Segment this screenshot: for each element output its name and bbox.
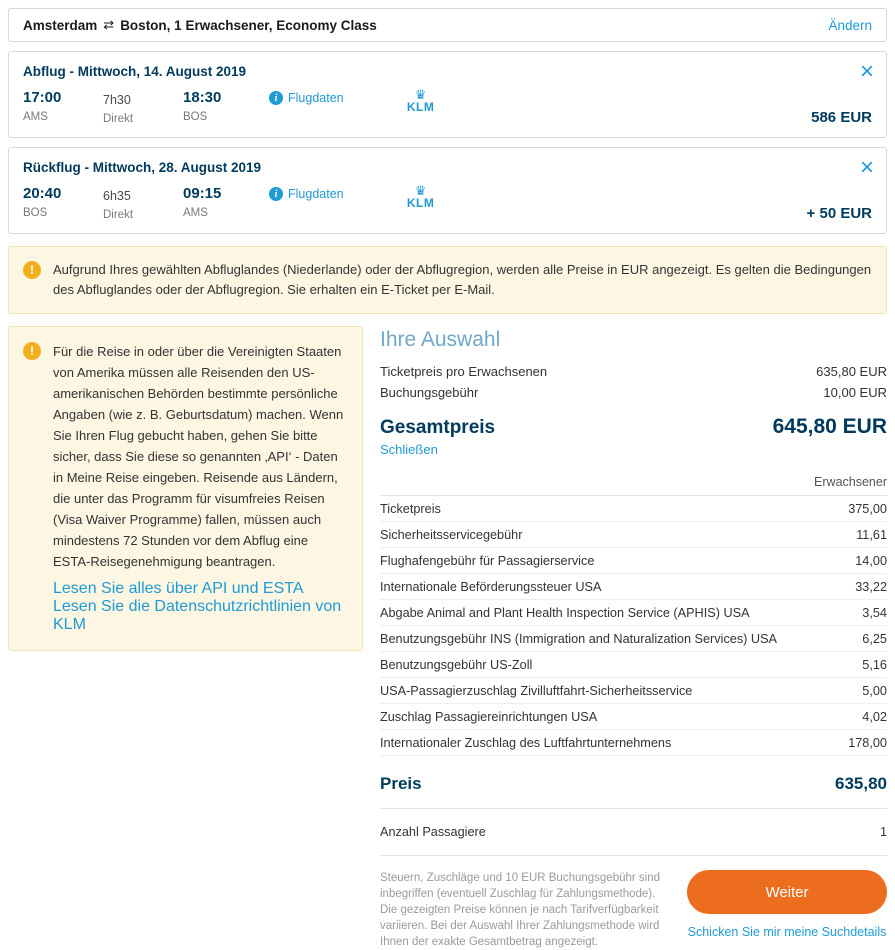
selection-panel xyxy=(363,326,887,950)
fee-row xyxy=(380,548,887,574)
outbound-flight-data-label: Flugdaten xyxy=(288,91,344,105)
outbound-title: Abflug - Mittwoch, 14. August 2019 xyxy=(23,64,247,79)
booking-fee-label: Buchungsgebühr xyxy=(380,385,479,400)
fee-label: Benutzungsgebühr INS (Immigration and Naturalization Services) USA xyxy=(380,632,778,646)
fee-amount: 11,61 xyxy=(856,528,887,542)
ticket-price-label: Ticketpreis pro Erwachsenen xyxy=(380,364,548,379)
api-notice-body xyxy=(53,341,348,634)
fee-label: Ticketpreis xyxy=(380,502,441,516)
outbound-duration-value: 7h30 xyxy=(103,93,131,107)
inbound-stops: Direkt xyxy=(103,209,134,221)
passenger-count-value: 1 xyxy=(879,825,887,839)
inbound-flight-data-link[interactable] xyxy=(269,185,344,201)
fee-amount: 5,00 xyxy=(862,684,887,698)
inbound-duration xyxy=(103,185,183,223)
currency-notice-text: Aufgrund Ihres gewählten Abfluglandes (Niederlande) oder der Abflugregion, werden alle Preise in EUR angezeigt. Es gelten die Bedingungen des Abfluglandes oder der Abflugregion. Sie erhalten ein E-Ticket per E-Mail. xyxy=(53,262,872,297)
klm-privacy-link[interactable]: Lesen Sie die Datenschutzrichtlinien von KLM xyxy=(53,598,342,633)
price-label: Preis xyxy=(380,774,422,793)
destination-details-label: Boston, 1 Erwachsener, Economy Class xyxy=(120,17,377,33)
crown-icon: ♛ xyxy=(414,183,427,198)
fee-label: USA-Passagierzuschlag Zivilluftfahrt-Sicherheitsservice xyxy=(380,684,693,698)
outbound-arrival-airport: BOS xyxy=(183,111,208,123)
ticket-price-value: 635,80 EUR xyxy=(816,364,887,379)
fee-label: Abgabe Animal and Plant Health Inspection Service (APHIS) USA xyxy=(380,606,750,620)
inbound-row xyxy=(23,185,872,223)
fee-row xyxy=(380,496,887,522)
summary-line xyxy=(380,382,887,403)
fee-amount: 3,54 xyxy=(862,606,887,620)
fee-row xyxy=(380,704,887,730)
fee-label: Zuschlag Passagiereinrichtungen USA xyxy=(380,710,598,724)
price-disclaimer: Steuern, Zuschläge und 10 EUR Buchungsgebühr sind inbegriffen (eventuell Zuschlag für Zahlungsmethode). Die gezeigten Preise können je nach Tarifverfügbarkeit variieren. Bei der Auswahl Ihrer Zahlungsmethode wird Ihnen der exakte Gesamtbetrag angezeigt. xyxy=(380,872,661,948)
currency-notice xyxy=(8,246,887,314)
inbound-arrival-time: 09:15 xyxy=(183,185,222,202)
total-price-label: Gesamtpreis xyxy=(380,417,496,438)
fee-label: Internationaler Zuschlag des Luftfahrtunternehmens xyxy=(380,736,672,750)
fee-amount: 4,02 xyxy=(862,710,887,724)
fee-amount: 6,25 xyxy=(862,632,887,646)
selection-title: Ihre Auswahl xyxy=(380,328,501,351)
warning-icon: ! xyxy=(23,261,41,279)
inbound-departure xyxy=(23,185,103,221)
cta-column xyxy=(687,870,887,950)
change-search-link[interactable]: Ändern xyxy=(828,17,872,33)
fee-row xyxy=(380,652,887,678)
crown-icon: ♛ xyxy=(414,87,427,102)
outbound-flight-card xyxy=(8,51,887,138)
fee-label: Flughafengebühr für Passagierservice xyxy=(380,554,595,568)
info-icon: i xyxy=(269,91,283,105)
fee-row xyxy=(380,678,887,704)
inbound-flight-card xyxy=(8,147,887,234)
content-columns xyxy=(8,326,887,950)
search-summary-text xyxy=(23,17,377,33)
info-icon: i xyxy=(269,187,283,201)
outbound-airline-logo xyxy=(398,89,444,114)
outbound-departure-time: 17:00 xyxy=(23,89,62,106)
price-subtotal-row xyxy=(380,774,887,809)
fee-row xyxy=(380,522,887,548)
origin-label: Amsterdam xyxy=(23,17,98,33)
inbound-duration-value: 6h35 xyxy=(103,189,131,203)
send-search-details-link[interactable]: Schicken Sie mir meine Suchdetails xyxy=(687,925,887,939)
api-notice-text: Für die Reise in oder über die Vereinigten Staaten von Amerika müssen alle Reisenden den US-amerikanischen Behörden bestimmte persönliche Angaben (wie z. B. Geburtsdatum) machen. Wenn Sie Ihren Flug gebucht haben, gehen Sie bitte sicher, dass Sie diese so genannten ‚API‘ - Daten in Meine Reise eingeben. Reisende aus Ländern, die unter das Programm für visumfreies Reisen (Visa Waiver Programme) fallen, müssen auch mindestens 72 Stunden vor dem Abflug eine ESTA-Reisegenehmigung beantragen. xyxy=(53,344,344,569)
collapse-details-link[interactable]: Schließen xyxy=(380,442,438,457)
total-price-row xyxy=(380,415,887,439)
selection-footer xyxy=(380,870,887,950)
fee-label: Sicherheitsservicegebühr xyxy=(380,528,523,542)
inbound-arrival-airport: AMS xyxy=(183,207,208,219)
inbound-airline-name: KLM xyxy=(406,196,435,210)
outbound-arrival-time: 18:30 xyxy=(183,89,222,106)
remove-inbound-icon[interactable]: × xyxy=(859,154,874,181)
price-value: 635,80 xyxy=(835,774,887,793)
inbound-title: Rückflug - Mittwoch, 28. August 2019 xyxy=(23,160,262,175)
outbound-price: 586 EUR xyxy=(811,109,872,126)
outbound-duration xyxy=(103,89,183,127)
outbound-flight-data-link[interactable] xyxy=(269,89,344,105)
total-price-value: 645,80 EUR xyxy=(772,415,887,438)
fee-row xyxy=(380,600,887,626)
fee-amount: 375,00 xyxy=(848,502,887,516)
fee-amount: 33,22 xyxy=(855,580,887,594)
summary-line xyxy=(380,361,887,382)
outbound-stops: Direkt xyxy=(103,113,134,125)
swap-icon: ⇄ xyxy=(103,17,115,32)
inbound-airline-logo xyxy=(398,185,444,210)
api-notice xyxy=(8,326,363,651)
outbound-departure-airport: AMS xyxy=(23,111,48,123)
fee-row xyxy=(380,730,887,756)
fee-label: Benutzungsgebühr US-Zoll xyxy=(380,658,533,672)
warning-icon: ! xyxy=(23,342,41,360)
inbound-flight-data-label: Flugdaten xyxy=(288,187,344,201)
fee-row xyxy=(380,626,887,652)
booking-fee-value: 10,00 EUR xyxy=(823,385,887,400)
fee-label: Internationale Beförderungssteuer USA xyxy=(380,580,602,594)
continue-button[interactable]: Weiter xyxy=(687,870,887,914)
fee-amount: 178,00 xyxy=(848,736,887,750)
search-summary-bar xyxy=(8,8,887,42)
inbound-departure-time: 20:40 xyxy=(23,185,62,202)
inbound-price: + 50 EUR xyxy=(806,205,872,222)
inbound-departure-airport: BOS xyxy=(23,207,48,219)
outbound-row xyxy=(23,89,872,127)
outbound-departure xyxy=(23,89,103,125)
passenger-count-row xyxy=(380,825,887,856)
fee-row xyxy=(380,574,887,600)
remove-outbound-icon[interactable]: × xyxy=(859,58,874,85)
fee-amount: 5,16 xyxy=(862,658,887,672)
inbound-arrival xyxy=(183,185,269,221)
passenger-column-header: Erwachsener xyxy=(380,475,887,496)
outbound-arrival xyxy=(183,89,269,125)
fee-amount: 14,00 xyxy=(855,554,887,568)
left-column xyxy=(8,326,363,950)
outbound-airline-name: KLM xyxy=(406,100,435,114)
api-esta-link[interactable]: Lesen Sie alles über API und ESTA xyxy=(53,580,304,597)
passenger-count-label: Anzahl Passagiere xyxy=(380,825,486,839)
